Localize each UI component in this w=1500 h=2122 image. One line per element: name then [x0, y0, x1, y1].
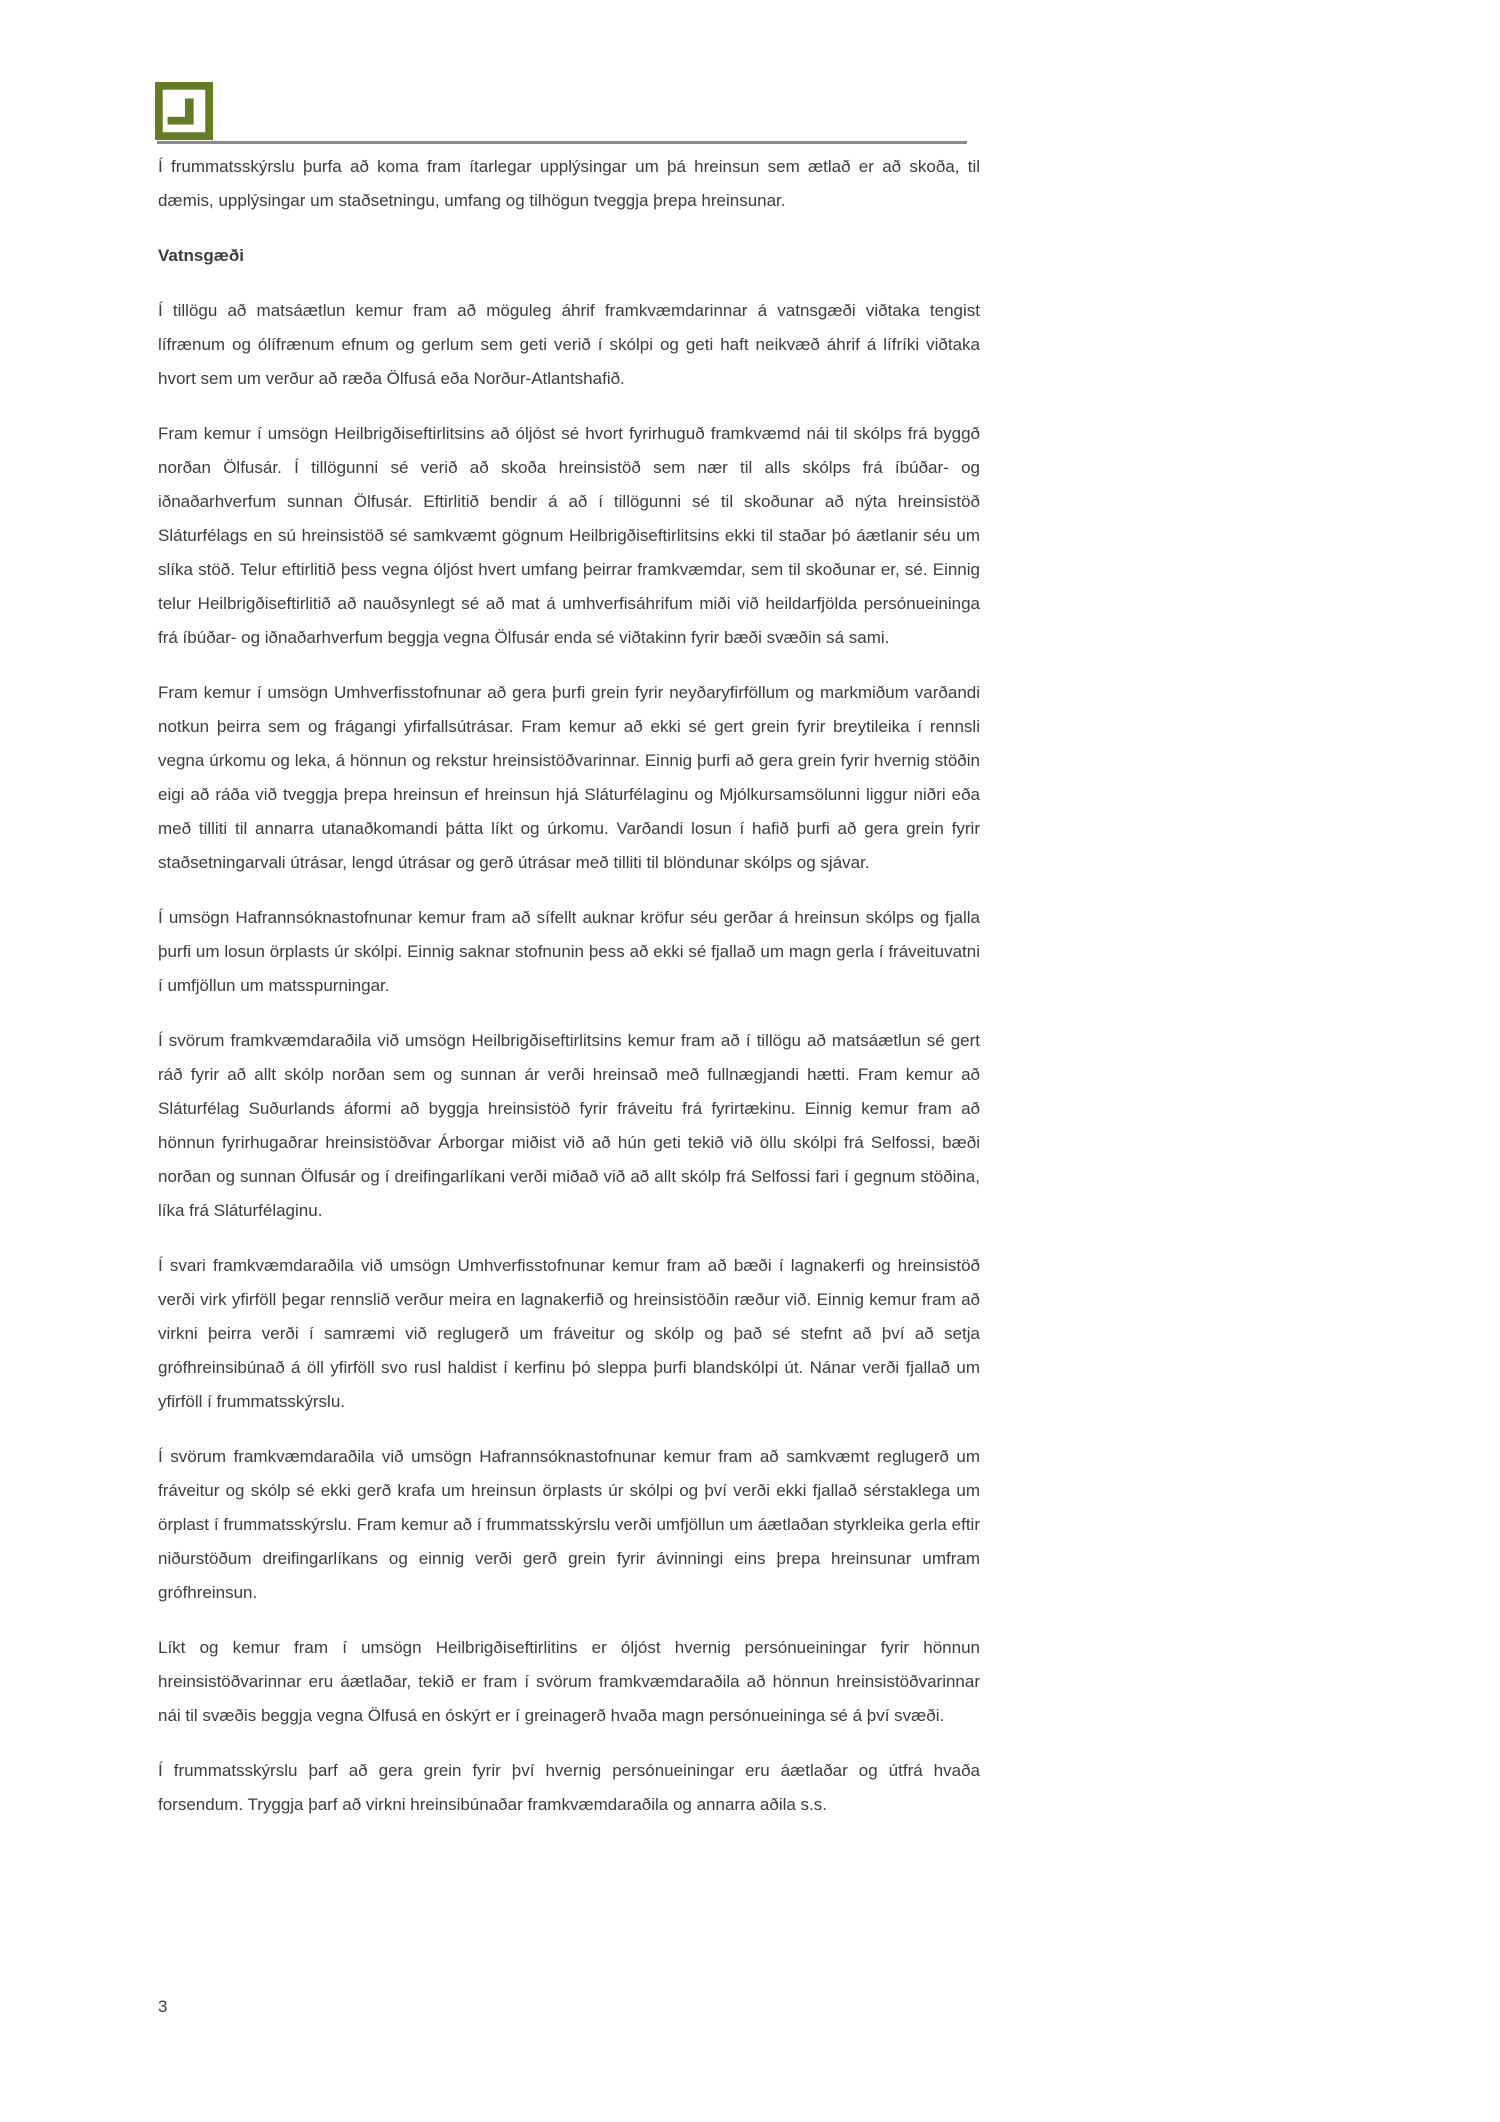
- section-heading-vatnsgaedi: Vatnsgæði: [158, 246, 244, 265]
- paragraph: Fram kemur í umsögn Heilbrigðiseftirlitsins að óljóst sé hvort fyrirhuguð framkvæmd nái til skólps frá byggð norðan Ölfusár. Í tillögunni sé verið að skoða hreinsistöð sem nær til alls skólps frá íbúðar- og iðnaðarhverfum sunnan Ölfusár. Eftirlitið bendir á að í tillögunni sé til skoðunar að nýta hreinsistöð Sláturfélags en sú hreinsistöð sé samkvæmt gögnum Heilbrigðiseftirlitsins ekki til staðar þó áætlanir séu um slíka stöð. Telur eftirlitið þess vegna óljóst hvert umfang þeirrar framkvæmdar, sem til skoðunar er, sé. Einnig telur Heilbrigðiseftirlitið að nauðsynlegt sé að mat á umhverfisáhrifum miði við heildarfjölda persónueininga frá íbúðar- og iðnaðarhverfum beggja vegna Ölfusár enda sé viðtakinn fyrir bæði svæðin sá sami.: [158, 424, 980, 647]
- paragraph: Í frummatsskýrslu þarf að gera grein fyrir því hvernig persónueiningar eru áætlaðar og útfrá hvaða forsendum. Tryggja þarf að virkni hreinsibúnaðar framkvæmdaraðila og annarra aðila s.s.: [158, 1761, 980, 1814]
- paragraph: Í tillögu að matsáætlun kemur fram að möguleg áhrif framkvæmdarinnar á vatnsgæði viðtaka tengist lífrænum og ólífrænum efnum og gerlum sem geti verið í skólpi og geti haft neikvæð áhrif á lífríki viðtaka hvort sem um verður að ræða Ölfusá eða Norður-Atlantshafið.: [158, 301, 980, 388]
- intro-paragraph: Í frummatsskýrslu þurfa að koma fram ítarlegar upplýsingar um þá hreinsun sem ætlað er að skoða, til dæmis, upplýsingar um staðsetningu, umfang og tilhögun tveggja þrepa hreinsunar.: [158, 157, 980, 210]
- paragraph: Í svörum framkvæmdaraðila við umsögn Heilbrigðiseftirlitsins kemur fram að í tillögu að matsáætlun sé gert ráð fyrir að allt skólp norðan sem og sunnan ár verði hreinsað með fullnægjandi hætti. Fram kemur að Sláturfélag Suðurlands áformi að byggja hreinsistöð fyrir fráveitu frá fyrirtækinu. Einnig kemur fram að hönnun fyrirhugaðrar hreinsistöðvar Árborgar miðist við að hún geti tekið við öllu skólpi frá Selfossi, bæði norðan og sunnan Ölfusár og í dreifingarlíkani verði miðað við að allt skólp frá Selfossi fari í gegnum stöðina, líka frá Sláturfélaginu.: [158, 1031, 980, 1220]
- paragraph: Í umsögn Hafrannsóknastofnunar kemur fram að sífellt auknar kröfur séu gerðar á hreinsun skólps og fjalla þurfi um losun örplasts úr skólpi. Einnig saknar stofnunin þess að ekki sé fjallað um magn gerla í fráveituvatni í umfjöllun um matsspurningar.: [158, 908, 980, 995]
- paragraph: Fram kemur í umsögn Umhverfisstofnunar að gera þurfi grein fyrir neyðaryfirföllum og markmiðum varðandi notkun þeirra sem og frágangi yfirfallsútrásar. Fram kemur að ekki sé gert grein fyrir breytileika í rennsli vegna úrkomu og leka, á hönnun og rekstur hreinsistöðvarinnar. Einnig þurfi að gera grein fyrir hvernig stöðin eigi að ráða við tveggja þrepa hreinsun ef hreinsun hjá Sláturfélaginu og Mjólkursamsölunni liggur niðri eða með tilliti til annarra utanaðkomandi þátta líkt og úrkomu. Varðandi losun í hafið þurfi að gera grein fyrir staðsetningarvali útrásar, lengd útrásar og gerð útrásar með tilliti til blöndunar skólps og sjávar.: [158, 683, 980, 872]
- logo-icon: [155, 82, 213, 140]
- paragraph: Líkt og kemur fram í umsögn Heilbrigðiseftirlitins er óljóst hvernig persónueiningar fyrir hönnun hreinsistöðvarinnar eru áætlaðar, tekið er fram í svörum framkvæmdaraðila að hönnun hreinsistöðvarinnar nái til svæðis beggja vegna Ölfusá en óskýrt er í greinagerð hvaða magn persónueininga sé á því svæði.: [158, 1638, 980, 1725]
- document-body: [158, 150, 980, 1843]
- paragraph: Í svari framkvæmdaraðila við umsögn Umhverfisstofnunar kemur fram að bæði í lagnakerfi og hreinsistöð verði virk yfirföll þegar rennslið verður meira en lagnakerfið og hreinsistöðin ræður við. Einnig kemur fram að virkni þeirra verði í samræmi við reglugerð um fráveitur og skólp og það sé stefnt að því að setja grófhreinsibúnað á öll yfirföll svo rusl haldist í kerfinu þó sleppa þurfi blandskólpi út. Nánar verði fjallað um yfirföll í frummatsskýrslu.: [158, 1256, 980, 1411]
- header-divider: [157, 141, 967, 144]
- page-number: 3: [158, 1997, 168, 2016]
- paragraph: Í svörum framkvæmdaraðila við umsögn Hafrannsóknastofnunar kemur fram að samkvæmt reglugerð um fráveitur og skólp sé ekki gerð krafa um hreinsun örplasts úr skólpi og því verði ekki fjallað sérstaklega um örplast í frummatsskýrslu. Fram kemur að í frummatsskýrslu verði umfjöllun um áætlaðan styrkleika gerla eftir niðurstöðum dreifingarlíkans og einnig verði gerð grein fyrir ávinningi eins þrepa hreinsunar umfram grófhreinsun.: [158, 1447, 980, 1602]
- organization-logo: [155, 82, 213, 140]
